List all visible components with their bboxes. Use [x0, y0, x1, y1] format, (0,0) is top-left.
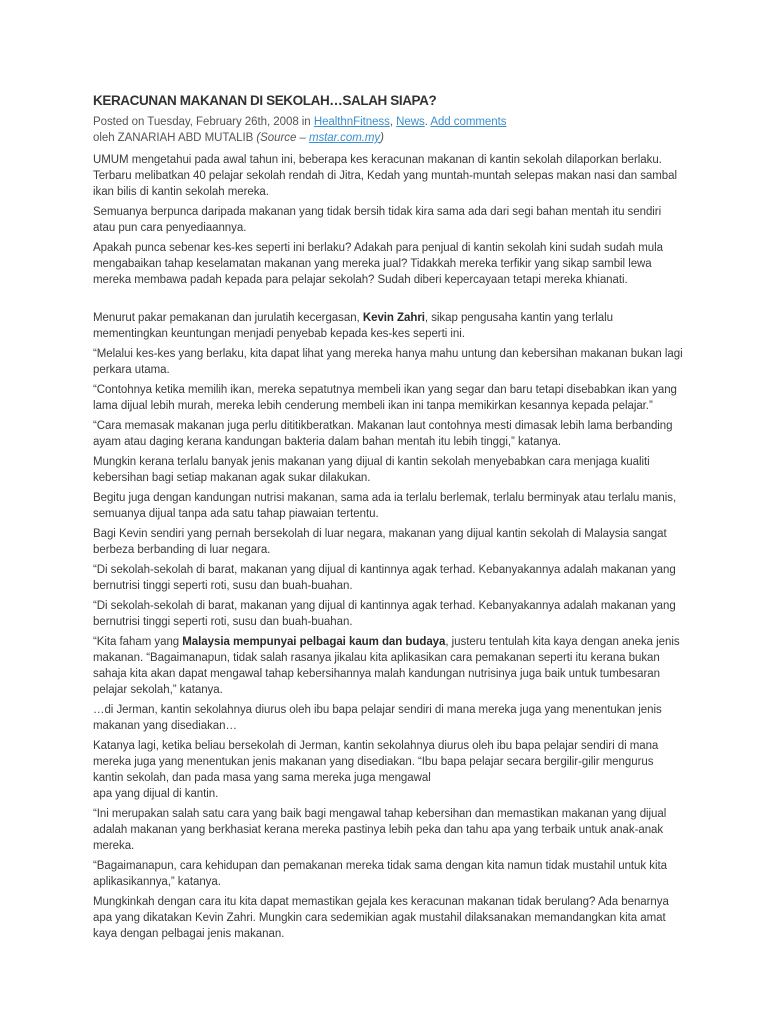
paragraph: “Melalui kes-kes yang berlaku, kita dapat lihat yang mereka hanya mahu untung dan kebersihan makanan bukan lagi perkara utama.	[93, 348, 683, 376]
paragraph: “Contohnya ketika memilih ikan, mereka sepatutnya membeli ikan yang segar dan baru tetapi disebabkan ikan yang lama dijual lebih murah, mereka lebih cenderung membeli ikan ini tanpa memikirkan kesannya kepada pelajar.”	[93, 384, 677, 412]
paragraph: “Bagaimanapun, cara kehidupan dan pemakanan mereka tidak sama dengan kita namun tidak mustahil untuk kita aplikasikannya,” katanya.	[93, 860, 667, 888]
paragraph: Mungkin kerana terlalu banyak jenis makanan yang dijual di kantin sekolah menyebabkan cara menjaga kualiti kebersihan bagi setiap makanan agak sukar dilakukan.	[93, 456, 650, 484]
source-link[interactable]: mstar.com.my	[308, 132, 381, 144]
meta-separator: ,	[389, 116, 397, 128]
paragraph: Mungkinkah dengan cara itu kita dapat memastikan gejala kes keracunan makanan tidak berulang? Ada benarnya apa yang dikatakan Kevin Zahri. Mungkin cara sedemikian agak mustahil dilaksanakan memandangkan kita amat kaya dengan pelbagai jenis makanan.	[93, 896, 669, 940]
posted-date: Posted on Tuesday, February 26th, 2008 in	[93, 116, 314, 128]
paragraph: Semuanya berpunca daripada makanan yang tidak bersih tidak kira sama ada dari segi bahan mentah itu sendiri atau pun cara penyediaannya.	[93, 206, 662, 234]
paragraph: “Di sekolah-sekolah di barat, makanan yang dijual di kantinnya agak terhad. Kebanyakannya adalah makanan yang bernutrisi tinggi seperti roti, susu dan buah-buahan.	[93, 600, 676, 628]
text-run: Katanya lagi, ketika beliau bersekolah di Jerman, kantin sekolahnya diurus oleh ibu bapa pelajar sendiri di mana mereka juga yang menentukan jenis makanan yang disediakan. “Ibu bapa pelajar secara bergilir-gilir mengurus kantin sekolah, dan pada masa yang sama mereka juga mengawal	[93, 740, 659, 784]
add-comments-link[interactable]: Add comments	[430, 116, 507, 128]
emphasis-text: Malaysia mempunyai pelbagai kaum dan budaya	[182, 636, 446, 648]
paragraph	[93, 738, 683, 802]
source-close: )	[380, 132, 384, 144]
byline	[93, 130, 683, 146]
text-run: , justeru tentulah kita kaya dengan aneka jenis makanan. “Bagaimanapun, tidak salah rasanya jikalau kita aplikasikan cara pemakanan seperti itu kerana bukan sahaja kita akan dapat mengawal tahap kebersihannya malah kandungan nutrisinya juga baik untuk tumbesaran pelajar sekolah,” katanya.	[93, 636, 680, 696]
source-label	[256, 132, 384, 144]
paragraph: Begitu juga dengan kandungan nutrisi makanan, sama ada ia terlalu berlemak, terlalu berminyak atau terlalu manis, semuanya dijual tanpa ada satu tahap piawaian tertentu.	[93, 492, 677, 520]
category-link-healthnfitness[interactable]: HealthnFitness	[313, 116, 390, 128]
paragraph: Apakah punca sebenar kes-kes seperti ini berlaku? Adakah para penjual di kantin sekolah kini sudah sudah mula mengabaikan tahap keselamatan makanan yang mereka jual? Tidakkah mereka terfikir yang sikap sambil lewa mereka membawa padah kepada para pelajar sekolah? Sudah diberi kepercayaan tetapi mereka khianati.	[93, 242, 663, 286]
expert-name: Kevin Zahri	[362, 312, 425, 324]
spacer	[93, 292, 683, 310]
text-run: Menurut pakar pemakanan dan jurulatih kecergasan,	[93, 312, 363, 324]
article	[93, 92, 683, 946]
pull-quote: …di Jerman, kantin sekolahnya diurus oleh ibu bapa pelajar sendiri di mana mereka juga yang menentukan jenis makanan yang disediakan…	[93, 704, 662, 732]
paragraph: “Di sekolah-sekolah di barat, makanan yang dijual di kantinnya agak terhad. Kebanyakannya adalah makanan yang bernutrisi tinggi seperti roti, susu dan buah-buahan.	[93, 564, 676, 592]
post-meta	[93, 114, 683, 130]
text-run: , sikap pengusaha kantin yang terlalu mementingkan keuntungan menjadi penyebab kepada kes-kes seperti ini.	[93, 312, 613, 340]
meta-separator: .	[424, 116, 431, 128]
paragraph: “Cara memasak makanan juga perlu dititikberatkan. Makanan laut contohnya mesti dimasak lebih lama berbanding ayam atau daging kerana kandungan bakteria dalam bahan mentah itu lebih tinggi,” katanya.	[93, 420, 673, 448]
category-link-news[interactable]: News	[396, 116, 425, 128]
author: oleh ZANARIAH ABD MUTALIB	[93, 132, 257, 144]
source-open: (Source –	[256, 132, 309, 144]
paragraph	[93, 310, 683, 342]
paragraph	[93, 634, 683, 698]
paragraph: UMUM mengetahui pada awal tahun ini, beberapa kes keracunan makanan di kantin sekolah dilaporkan berlaku. Terbaru melibatkan 40 pelajar sekolah rendah di Jitra, Kedah yang muntah-muntah selepas makan nasi dan sambal ikan bilis di kantin sekolah mereka.	[93, 154, 677, 198]
article-title: KERACUNAN MAKANAN DI SEKOLAH…SALAH SIAPA?	[93, 93, 437, 108]
paragraph: “Ini merupakan salah satu cara yang baik bagi mengawal tahap kebersihan dan memastikan makanan yang dijual adalah makanan yang berkhasiat kerana mereka pastinya lebih peka dan tahu apa yang terbaik untuk anak-anak mereka.	[93, 808, 667, 852]
text-run: apa yang dijual di kantin.	[93, 788, 219, 800]
paragraph: Bagi Kevin sendiri yang pernah bersekolah di luar negara, makanan yang dijual kantin sekolah di Malaysia sangat berbeza berbanding di luar negara.	[93, 528, 667, 556]
text-run: “Kita faham yang	[93, 636, 183, 648]
